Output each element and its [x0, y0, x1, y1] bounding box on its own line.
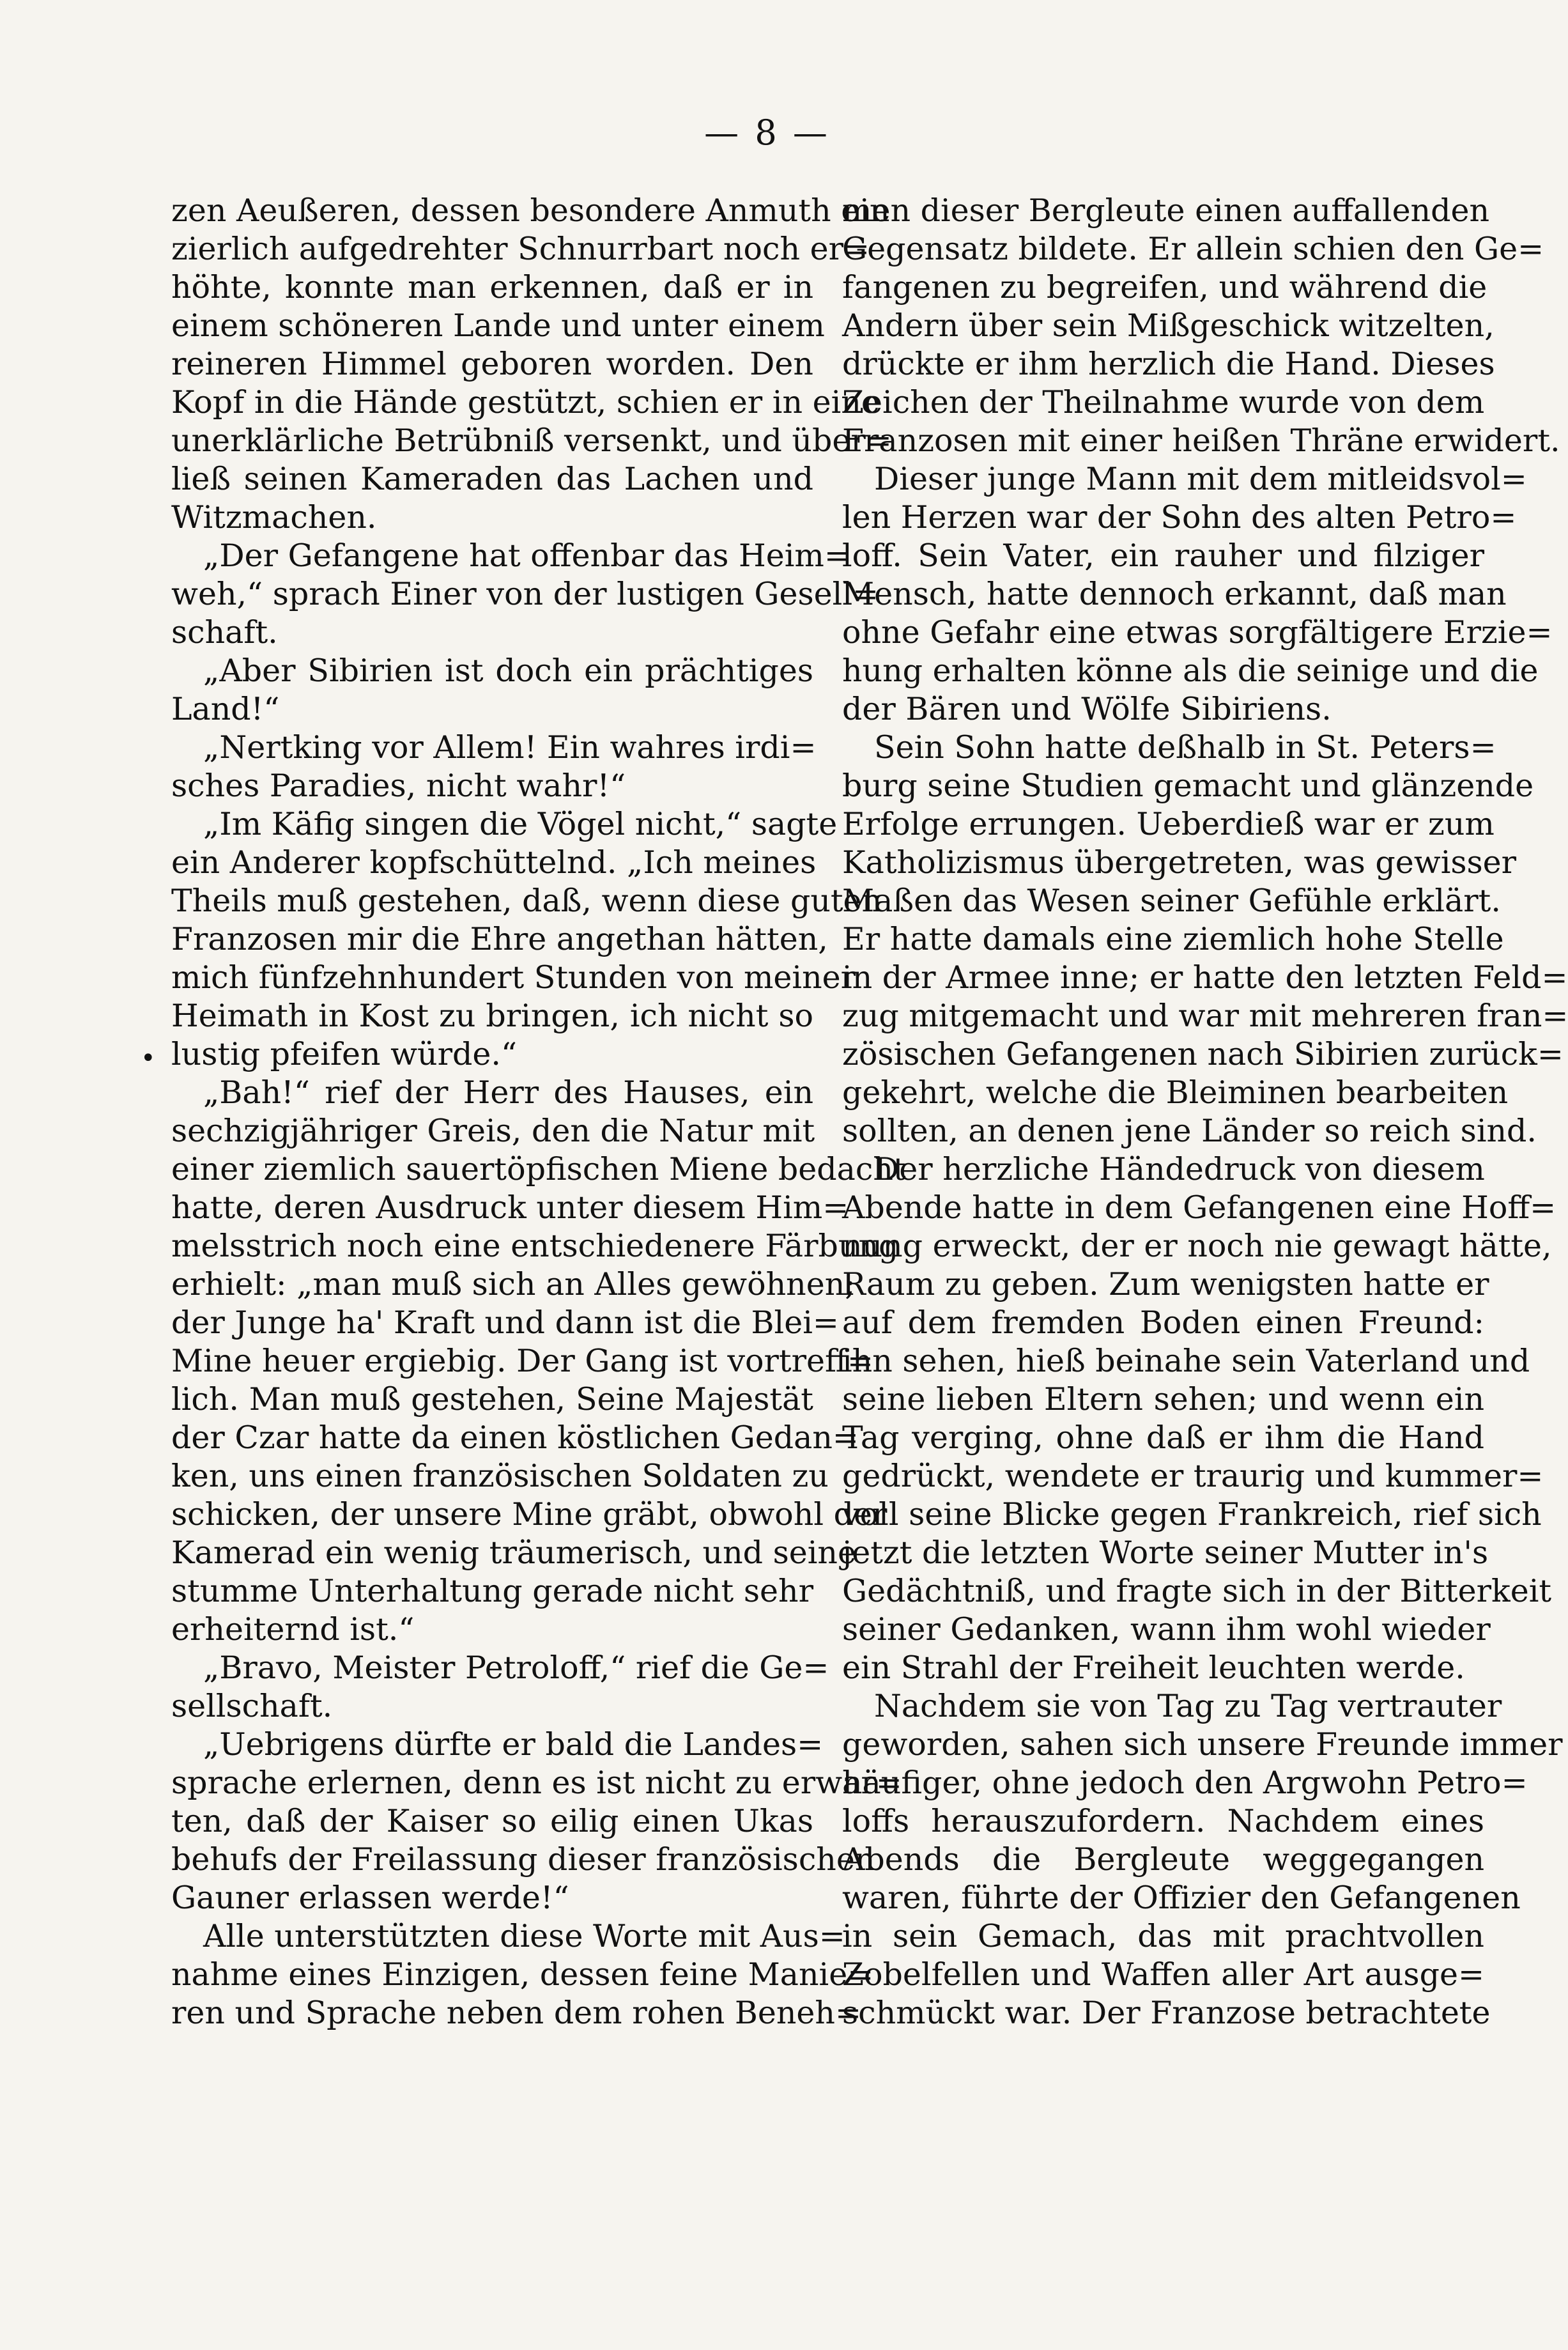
text-line: sechzigjähriger Greis, den die Natur mit: [171, 1113, 815, 1149]
text-line: loff. Sein Vater, ein rauher und filziger: [842, 537, 1484, 574]
text-line: Land!“: [171, 691, 280, 727]
text-line: Gauner erlassen werde!“: [171, 1880, 569, 1916]
text-line: men dieser Bergleute einen auffallenden: [842, 192, 1490, 229]
text-line: zen Aeußeren, dessen besondere Anmuth ein: [171, 192, 890, 229]
text-line: auf dem fremden Boden einen Freund:: [842, 1304, 1484, 1341]
text-line: nung erweckt, der er noch nie gewagt hätte,: [842, 1228, 1552, 1264]
text-line: Mine heuer ergiebig. Der Gang ist vortreff=: [171, 1343, 873, 1379]
text-line: zierlich aufgedrehter Schnurrbart noch er=: [171, 231, 870, 267]
text-line: nahme eines Einzigen, dessen feine Manie=: [171, 1956, 874, 1993]
text-line: Tag verging, ohne daß er ihm die Hand: [842, 1419, 1484, 1456]
text-line: Franzosen mit einer heißen Thräne erwidert.: [842, 422, 1560, 459]
text-line: häufiger, ohne jedoch den Argwohn Petro=: [842, 1765, 1528, 1801]
text-line: Der herzliche Händedruck von diesem: [874, 1151, 1485, 1187]
text-line: Dieser junge Mann mit dem mitleidsvol=: [874, 461, 1527, 497]
left-column: [171, 192, 906, 2032]
text-line: in sein Gemach, das mit prachtvollen: [842, 1918, 1484, 1954]
text-line: zösischen Gefangenen nach Sibirien zurück=: [842, 1036, 1564, 1072]
text-line: erhielt: „man muß sich an Alles gewöhnen;: [171, 1266, 856, 1303]
text-line: stumme Unterhaltung gerade nicht sehr: [171, 1573, 813, 1609]
page-number: — 8 —: [704, 112, 830, 153]
text-line: Nachdem sie von Tag zu Tag vertrauter: [874, 1688, 1502, 1724]
text-line: Abende hatte in dem Gefangenen eine Hoff=: [842, 1189, 1556, 1226]
text-line: einem schöneren Lande und unter einem: [171, 307, 825, 344]
text-line: höhte, konnte man erkennen, daß er in: [171, 269, 813, 305]
text-line: Gedächtniß, und fragte sich in der Bitterkeit: [842, 1573, 1552, 1609]
text-line: Maßen das Wesen seiner Gefühle erklärt.: [842, 883, 1501, 919]
text-line: ohne Gefahr eine etwas sorgfältigere Erzie=: [842, 614, 1553, 651]
text-line: schicken, der unsere Mine gräbt, obwohl der: [171, 1496, 888, 1533]
text-line: „Aber Sibirien ist doch ein prächtiges: [203, 653, 813, 689]
text-line: ken, uns einen französischen Soldaten zu: [171, 1458, 829, 1494]
text-line: schaft.: [171, 614, 278, 651]
text-line: ein Strahl der Freiheit leuchten werde.: [842, 1650, 1465, 1686]
text-line: burg seine Studien gemacht und glänzende: [842, 768, 1534, 804]
text-line: „Im Käfig singen die Vögel nicht,“ sagte: [203, 806, 838, 842]
text-line: schmückt war. Der Franzose betrachtete: [842, 1995, 1491, 2031]
text-line: Erfolge errungen. Ueberdieß war er zum: [842, 806, 1495, 842]
text-line: unerklärliche Betrübniß versenkt, und über=: [171, 422, 892, 459]
right-column: [842, 192, 1568, 2032]
text-line: mich fünfzehnhundert Stunden von meiner: [171, 959, 856, 996]
text-line: waren, führte der Offizier den Gefangenen: [842, 1880, 1521, 1916]
text-line: loffs herauszufordern. Nachdem eines: [842, 1803, 1484, 1839]
text-line: seiner Gedanken, wann ihm wohl wieder: [842, 1611, 1491, 1648]
text-line: der Bären und Wölfe Sibiriens.: [842, 691, 1332, 727]
text-line: voll seine Blicke gegen Frankreich, rief sich: [842, 1496, 1542, 1533]
text-line: lustig pfeifen würde.“: [171, 1036, 518, 1072]
text-line: „Uebrigens dürfte er bald die Landes=: [203, 1726, 824, 1763]
text-line: zug mitgemacht und war mit mehreren fran=: [842, 998, 1568, 1034]
text-line: sprache erlernen, denn es ist nicht zu erwar=: [171, 1765, 902, 1801]
text-line: geworden, sahen sich unsere Freunde immer: [842, 1726, 1563, 1763]
text-line: sellschaft.: [171, 1688, 333, 1724]
text-line: erheiternd ist.“: [171, 1611, 415, 1648]
text-line: der Junge ha' Kraft und dann ist die Blei=: [171, 1304, 839, 1341]
text-line: lich. Man muß gestehen, Seine Majestät: [171, 1381, 813, 1418]
text-line: „Der Gefangene hat offenbar das Heim=: [203, 537, 850, 574]
text-line: Zobelfellen und Waffen aller Art ausge=: [842, 1956, 1484, 1993]
text-line: Mensch, hatte dennoch erkannt, daß man: [842, 576, 1507, 612]
text-line: „Bah!“ rief der Herr des Hauses, ein: [203, 1074, 813, 1111]
text-line: Franzosen mir die Ehre angethan hätten,: [171, 921, 828, 957]
text-line: der Czar hatte da einen köstlichen Gedan=: [171, 1419, 859, 1456]
text-line: sollten, an denen jene Länder so reich sind.: [842, 1113, 1537, 1149]
text-line: Alle unterstützten diese Worte mit Aus=: [203, 1918, 845, 1954]
text-line: gedrückt, wendete er traurig und kummer=: [842, 1458, 1544, 1494]
text-line: behufs der Freilassung dieser französischen: [171, 1841, 875, 1878]
text-line: hatte, deren Ausdruck unter diesem Him=: [171, 1189, 849, 1226]
text-line: einer ziemlich sauertöpfischen Miene bedacht: [171, 1151, 906, 1187]
text-line: „Nertking vor Allem! Ein wahres irdi=: [203, 729, 817, 766]
text-line: ten, daß der Kaiser so eilig einen Ukas: [171, 1803, 813, 1839]
text-line: „Bravo, Meister Petroloff,“ rief die Ge=: [203, 1650, 829, 1686]
text-line: Zeichen der Theilnahme wurde von dem: [842, 384, 1485, 421]
text-line: seine lieben Eltern sehen; und wenn ein: [842, 1381, 1484, 1418]
text-line: ließ seinen Kameraden das Lachen und: [171, 461, 813, 497]
text-line: Heimath in Kost zu bringen, ich nicht so: [171, 998, 813, 1034]
text-line: melsstrich noch eine entschiedenere Färbung: [171, 1228, 899, 1264]
text-line: jetzt die letzten Worte seiner Mutter in's: [842, 1534, 1489, 1571]
text-line: ren und Sprache neben dem rohen Beneh=: [171, 1995, 862, 2031]
text-line: gekehrt, welche die Bleiminen bearbeiten: [842, 1074, 1509, 1111]
text-line: ihn sehen, hieß beinahe sein Vaterland und: [842, 1343, 1530, 1379]
text-line: len Herzen war der Sohn des alten Petro=: [842, 499, 1517, 536]
text-line: Katholizismus übergetreten, was gewisser: [842, 844, 1517, 881]
text-line: in der Armee inne; er hatte den letzten Feld=: [842, 959, 1568, 996]
text-line: Raum zu geben. Zum wenigsten hatte er: [842, 1266, 1489, 1303]
text-line: hung erhalten könne als die seinige und die: [842, 653, 1539, 689]
margin-mark: •: [141, 1044, 156, 1073]
text-line: Gegensatz bildete. Er allein schien den Ge=: [842, 231, 1544, 267]
text-line: reineren Himmel geboren worden. Den: [171, 346, 813, 382]
text-line: Theils muß gestehen, daß, wenn diese guten: [171, 883, 882, 919]
text-line: Witzmachen.: [171, 499, 377, 536]
text-line: fangenen zu begreifen, und während die: [842, 269, 1487, 305]
text-line: Abends die Bergleute weggegangen: [842, 1841, 1484, 1878]
text-line: Er hatte damals eine ziemlich hohe Stelle: [842, 921, 1504, 957]
text-line: ein Anderer kopfschüttelnd. „Ich meines: [171, 844, 817, 881]
text-line: weh,“ sprach Einer von der lustigen Gesell=: [171, 576, 879, 612]
text-line: sches Paradies, nicht wahr!“: [171, 768, 626, 804]
text-line: Kopf in die Hände gestützt, schien er in eine: [171, 384, 880, 421]
text-line: Sein Sohn hatte deßhalb in St. Peters=: [874, 729, 1496, 766]
text-line: Andern über sein Mißgeschick witzelten,: [842, 307, 1495, 344]
text-line: Kamerad ein wenig träumerisch, und seine: [171, 1534, 856, 1571]
text-line: drückte er ihm herzlich die Hand. Dieses: [842, 346, 1495, 382]
